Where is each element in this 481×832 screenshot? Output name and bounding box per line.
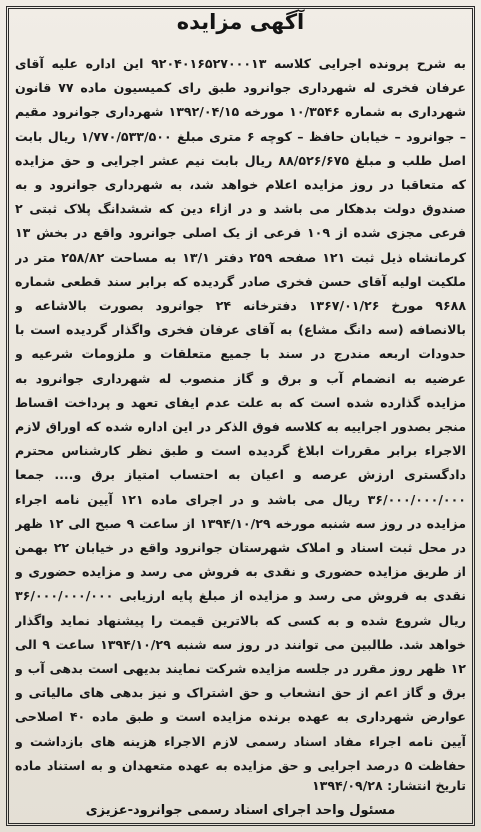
notice-title: آگهی مزایده — [176, 10, 305, 34]
notice-body: به شرح پرونده اجرایی کلاسه ۹۲۰۴۰۱۶۵۲۷۰۰۰۱۳ این اداره علیه آقای عرفان فخری له شهرداری جوانرود طبق رای کمیسیون ماده ۷۷ قانون شهرداری به شماره ۱۰/۳۵۴۶ مورخه ۱۳۹۲/۰۴/۱۵ شهرداری جوانرود مقیم – جوانرود – خیابان حافظ – کوچه ۶ متری مبلغ ۱/۷۷۰/۵۳۳/۵۰۰ ریال بابت اصل طلب و مبلغ ۸۸/۵۲۶/۶۷۵ ریال بابت نیم عشر اجرایی و حق مزایده که متعاقبا در روز مزایده اعلام خواهد شد، به شهرداری جوانرود و به صندوق دولت بدهکار می باشد و در ازاء دین که ششدانگ پلاک ثبتی ۲ فرعی مجزی شده از ۱۰۹ فرعی از یک اصلی جوانرود واقع در بخش ۱۳ کرمانشاه ذیل ثبت ۱۲۱ صفحه ۲۵۹ دفتر ۱۳/۱ به مساحت ۲۵۸/۸۲ متر در ملکیت اولیه آقای حسن فخری صادر گردیده که برابر سند قطعی شماره ۹۶۸۸ مورخ ۱۳۶۷/۰۱/۲۶ دفترخانه ۲۴ جوانرود بصورت بالاشاعه و بالانصافه (سه دانگ مشاع) به آقای عرفان فخری واگذار گردیده است با حدودات اربعه مندرج در سند با جمیع متعلقات و ملزومات شرعیه و عرضیه به انضمام آب و برق و گاز منصوب له شهرداری جوانرود به مزایده گذارده شده است که به علت عدم ایفای تعهد و پرداخت اقساط منجر بصدور اجراییه به کلاسه فوق الذکر در این اداره شده که اوراق لازم الاجراء برابر مقررات ابلاغ گردیده است و طبق نظر کارشناس محترم دادگستری ارزش عرصه و اعیان به احتساب امتیاز برق و.... جمعا ۳۶/۰۰۰/۰۰۰/۰۰۰ ریال می باشد و در اجرای ماده ۱۲۱ آیین نامه اجراء مزایده در روز سه شنبه مورخه ۱۳۹۴/۱۰/۲۹ از ساعت ۹ صبح الی ۱۲ ظهر در محل ثبت اسناد و املاک شهرستان جوانرود واقع در خیابان ۲۲ بهمن از طریق مزایده حضوری و نقدی به فروش می رسد و مزایده حضوری و نقدی به فروش می رسد و مزایده از مبلغ پایه ارزیابی ۳۶/۰۰۰/۰۰۰/۰۰۰ ریال شروع شده و به کسی که بالاترین قیمت را پیشنهاد نماید واگذار خواهد شد. طالبین می توانند در روز سه شنبه ۱۳۹۴/۱۰/۲۹ ساعت ۹ الی ۱۲ ظهر روز مقرر در جلسه مزایده شرکت نمایند بدیهی است بدهی آب و برق و گاز اعم از حق انشعاب و حق اشتراک و نیز بدهی های مالیاتی و عوارض شهرداری به عهده برنده مزایده است و طبق ماده ۴۰ اصلاحی آیین نامه اجراء مفاد اسناد رسمی لازم الاجراء هزینه های بازداشت و حفاظت ۵ درصد اجرایی و حق مزایده به عهده متعهدان و به استناد ماده — [15, 56, 466, 773]
publish-date: تاریخ انتشار: ۱۳۹۴/۰۹/۲۸ — [311, 778, 466, 793]
signature-line: مسئول واحد اجرای اسناد رسمی جوانرود-عزیزی — [85, 803, 396, 818]
